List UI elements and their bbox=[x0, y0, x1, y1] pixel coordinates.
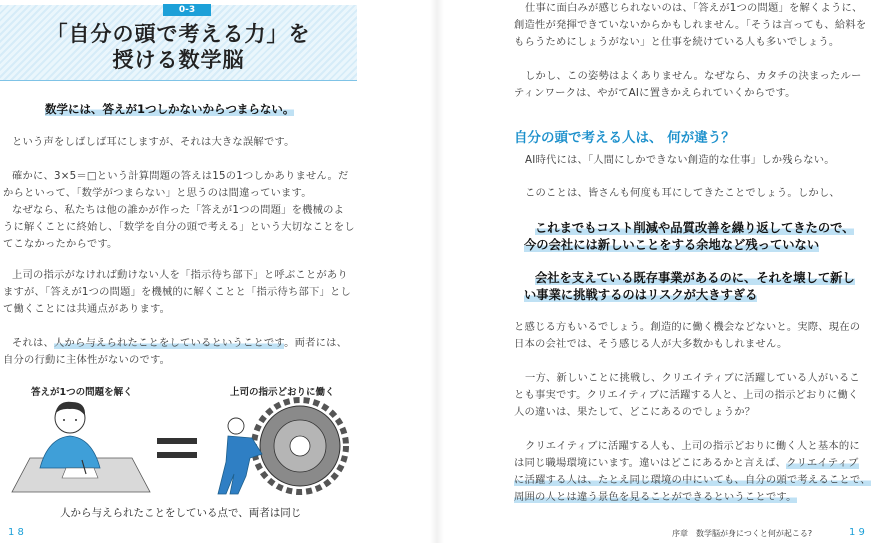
paragraph-2-line5: てこなかったからです。 bbox=[3, 238, 118, 250]
right-p2-line1: しかし、この姿勢はよくありません。なぜなら、カタチの決まったルー bbox=[525, 70, 862, 82]
section-heading: 自分の頭で考える人は、 何が違う？ bbox=[514, 130, 735, 146]
right-p3: AI時代には、「人間にしかできない創造的な仕事」しか残らない。 bbox=[525, 154, 835, 166]
paragraph-1: という声をしばしば耳にしますが、それは大きな誤解です。 bbox=[12, 136, 295, 148]
book-gutter bbox=[430, 0, 444, 543]
right-p5-line1: と感じる方もいるでしょう。創造的に働く機会などないと。実際、現在の bbox=[514, 321, 861, 333]
paragraph-4-c: 。両者には、 bbox=[284, 337, 348, 349]
paragraph-4-line1 bbox=[12, 335, 347, 352]
page-number-left: 1 8 bbox=[8, 527, 24, 538]
right-p7-line3-text: に活躍する人は、たとえ同じ環境の中にいても、自分の頭で考えることで、 bbox=[514, 474, 871, 486]
quote1-line1-text: これまでもコスト削減や品質改善を繰り返してきたので、 bbox=[535, 221, 855, 235]
right-p7-line3 bbox=[514, 472, 871, 489]
paragraph-3-line1: 上司の指示がなければ動けない人を「指示待ち部下」と呼ぶことがあり bbox=[12, 269, 348, 281]
paragraph-4-line2: 自分の行動に主体性がないのです。 bbox=[3, 354, 171, 366]
subheading-text: 数学には、答えが1つしかないからつまらない。 bbox=[45, 102, 295, 116]
paragraph-3-line3: て働くことには共通点があります。 bbox=[3, 303, 171, 315]
right-p5-line2: 日本の会社では、そう感じる人が大多数かもしれません。 bbox=[514, 338, 788, 350]
right-p7-line1: クリエイティブに活躍する人も、上司の指示どおりに働く人と基本的に bbox=[525, 440, 860, 452]
student-illustration bbox=[12, 402, 150, 492]
figure-illustration bbox=[0, 396, 357, 500]
right-p6-line2: とも事実です。クリエイティブに活躍する人と、上司の指示どおりに働く bbox=[514, 389, 859, 401]
quote2-line1-text: 会社を支えている既存事業があるのに、それを壊して新し bbox=[535, 271, 855, 285]
right-p4: このことは、皆さんも何度も耳にしてきたことでしょう。しかし、 bbox=[525, 187, 840, 199]
paragraph-4-highlight: 人から与えられたことをしているということです bbox=[54, 337, 285, 349]
figure-label-right: 上司の指示どおりに働く bbox=[230, 387, 335, 398]
right-p1-line3: もらうためにしょうがない」と仕事を続けている人も多いでしょう。 bbox=[514, 36, 840, 48]
paragraph-2-line3: なぜなら、私たちは他の誰かが作った「答えが1つの問題」を機械のよ bbox=[12, 204, 345, 216]
right-p7-line2-a: は同じ職場環境にいます。違いはどこにあるかと言えば、 bbox=[514, 457, 787, 469]
right-p7-line4-text: 周囲の人とは違う景色を見ることができるということです。 bbox=[514, 491, 797, 503]
equals-sign bbox=[157, 438, 197, 458]
paragraph-4-a: それは、 bbox=[12, 337, 54, 349]
quote2-line1 bbox=[535, 268, 855, 286]
gear-illustration bbox=[218, 400, 346, 494]
section-tag: 0-3 bbox=[163, 4, 211, 16]
right-p1-line2: 創造性が発揮できていないからかもしれません。「そうは言っても、給料を bbox=[514, 19, 867, 31]
paragraph-2-line4: うに解くことに終始し、「数学を自分の頭で考える」という大切なことをし bbox=[3, 221, 355, 233]
running-footer: 序章 数学脳が身につくと何が起こる? bbox=[672, 529, 813, 538]
figure-caption: 人から与えられたことをしている点で、両者は同じ bbox=[60, 507, 302, 519]
right-p7-line4 bbox=[514, 489, 797, 506]
paragraph-2-line2: からといって、「数学がつまらない」と思うのは間違っています。 bbox=[3, 187, 312, 199]
right-p6-line1: 一方、新しいことに挑戦し、クリエイティブに活躍している人がいるこ bbox=[525, 372, 860, 384]
subheading bbox=[45, 101, 294, 117]
page-number-right: 1 9 bbox=[849, 527, 865, 538]
quote1-line2-text: 今の会社には新しいことをする余地など残っていない bbox=[524, 238, 820, 252]
quote2-line2 bbox=[524, 285, 757, 303]
quote1-line2 bbox=[524, 235, 819, 253]
right-p7-line2 bbox=[514, 455, 859, 472]
figure-label-left: 答えが1つの問題を解く bbox=[31, 387, 133, 398]
right-p2-line2: ティンワークは、やがてAIに置きかえられていくからです。 bbox=[514, 87, 796, 99]
quote1-line1 bbox=[535, 218, 854, 236]
paragraph-2-line1: 確かに、3×5＝□という計算問題の答えは15の1つしかありません。だ bbox=[12, 170, 349, 182]
page-title-line2: 授ける数学脳 bbox=[112, 48, 245, 72]
paragraph-3-line2: ますが、「答えが1つの問題」を機械的に解くことと「指示待ち部下」とし bbox=[3, 286, 351, 298]
right-p7-line2-highlight: クリエイティブ bbox=[786, 457, 859, 469]
page-title-line1: 「自分の頭で考える力」を bbox=[46, 22, 311, 46]
right-p1-line1: 仕事に面白みが感じられないのは、「答えが1つの問題」を解くように、 bbox=[525, 2, 863, 14]
quote2-line2-text: い事業に挑戦するのはリスクが大きすぎる bbox=[524, 288, 758, 302]
right-p6-line3: 人の違いは、果たして、どこにあるのでしょうか？ bbox=[514, 406, 756, 418]
